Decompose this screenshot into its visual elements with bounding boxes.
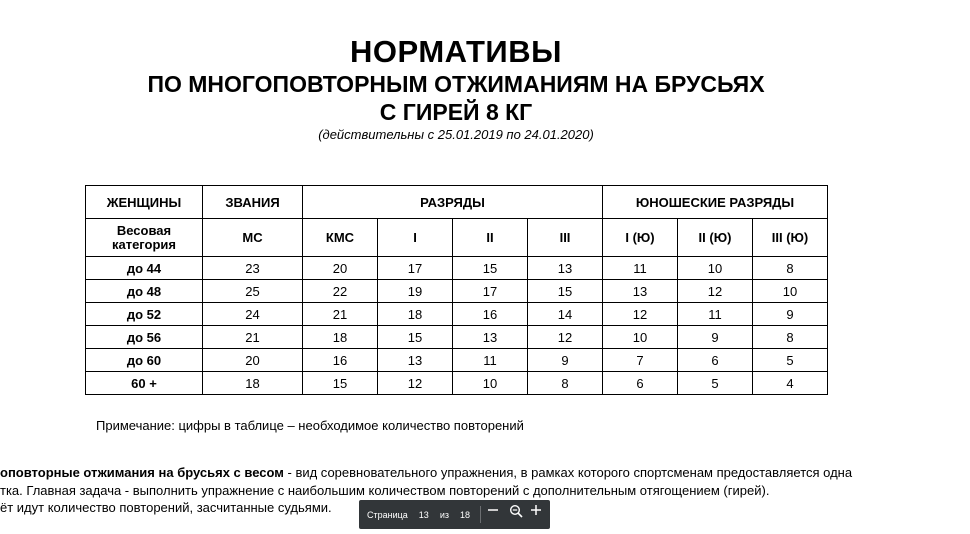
table-note: Примечание: цифры в таблице – необходимое количество повторений	[96, 418, 524, 433]
table-cell: 22	[303, 280, 378, 303]
fit-zoom-button[interactable]	[509, 504, 529, 526]
table-cell: 12	[678, 280, 753, 303]
table-cell: 17	[453, 280, 528, 303]
table-cell: 4	[753, 372, 828, 395]
group-header-row	[86, 186, 828, 219]
table-cell: 5	[753, 349, 828, 372]
group-titles: ЗВАНИЯ	[203, 186, 303, 219]
table-cell: 18	[203, 372, 303, 395]
table-cell: 9	[753, 303, 828, 326]
table-cell: 11	[603, 257, 678, 280]
table-cell: 13	[603, 280, 678, 303]
weight-category-cell: до 44	[86, 257, 203, 280]
table-cell: 8	[528, 372, 603, 395]
table-row	[86, 257, 828, 280]
column-header: I (Ю)	[603, 219, 678, 257]
table-cell: 23	[203, 257, 303, 280]
table-cell: 10	[753, 280, 828, 303]
plus-icon	[530, 504, 542, 516]
description-line-3: ёт идут количество повторений, засчитанные судьями.	[0, 500, 332, 515]
table-cell: 11	[678, 303, 753, 326]
page-total: 18	[459, 509, 470, 520]
description-line-1-rest: - вид соревновательного упражнения, в рамках которого спортсменам предоставляется одна	[283, 465, 853, 480]
table-cell: 14	[528, 303, 603, 326]
table-cell: 17	[378, 257, 453, 280]
table-cell: 8	[753, 257, 828, 280]
table-cell: 16	[303, 349, 378, 372]
group-ranks: РАЗРЯДЫ	[303, 186, 603, 219]
description-line-2: тка. Главная задача - выполнить упражнение с наибольшим количеством повторений с дополнительным отягощением (гирей).	[0, 483, 770, 498]
column-header: II (Ю)	[678, 219, 753, 257]
minus-icon	[487, 504, 499, 516]
table-cell: 18	[303, 326, 378, 349]
table-cell: 6	[603, 372, 678, 395]
table-cell: 10	[453, 372, 528, 395]
table-cell: 21	[303, 303, 378, 326]
table-cell: 25	[203, 280, 303, 303]
table-cell: 15	[303, 372, 378, 395]
zoom-in-button[interactable]	[530, 504, 550, 526]
weight-category-cell: до 60	[86, 349, 203, 372]
table-cell: 9	[528, 349, 603, 372]
column-header: III	[528, 219, 603, 257]
description-line-1	[0, 465, 852, 480]
column-header: МС	[203, 219, 303, 257]
group-women: ЖЕНЩИНЫ	[86, 186, 203, 219]
table-cell: 8	[753, 326, 828, 349]
table-cell: 15	[378, 326, 453, 349]
table-cell: 12	[528, 326, 603, 349]
table-cell: 9	[678, 326, 753, 349]
column-header-row	[86, 219, 828, 257]
table-cell: 6	[678, 349, 753, 372]
title-line-2: ПО МНОГОПОВТОРНЫМ ОТЖИМАНИЯМ НА БРУСЬЯХ	[147, 71, 765, 97]
table-row	[86, 326, 828, 349]
table-row	[86, 280, 828, 303]
column-header: III (Ю)	[753, 219, 828, 257]
magnifier-icon	[509, 504, 523, 518]
title-line-3: С ГИРЕЙ 8 КГ	[379, 99, 533, 125]
table-cell: 24	[203, 303, 303, 326]
column-weight-category: Весовая категория	[86, 219, 203, 257]
table-cell: 7	[603, 349, 678, 372]
column-header: II	[453, 219, 528, 257]
table-cell: 13	[528, 257, 603, 280]
table-cell: 10	[603, 326, 678, 349]
page-label: Страница	[367, 509, 408, 520]
table-cell: 19	[378, 280, 453, 303]
table-row	[86, 303, 828, 326]
table-row	[86, 349, 828, 372]
table-cell: 15	[453, 257, 528, 280]
zoom-out-button[interactable]	[487, 504, 507, 526]
column-header: КМС	[303, 219, 378, 257]
weight-category-cell: до 52	[86, 303, 203, 326]
table-cell: 11	[453, 349, 528, 372]
title-subtitle: (действительны с 25.01.2019 по 24.01.2020)	[318, 127, 594, 142]
table-row	[86, 372, 828, 395]
table-cell: 12	[378, 372, 453, 395]
table-cell: 13	[453, 326, 528, 349]
description-term: оповторные отжимания на брусьях с весом	[0, 465, 284, 480]
column-header: I	[378, 219, 453, 257]
table-cell: 20	[303, 257, 378, 280]
weight-category-cell: до 48	[86, 280, 203, 303]
page-toolbar	[359, 500, 550, 529]
norms-table	[85, 185, 828, 395]
table-cell: 18	[378, 303, 453, 326]
toolbar-divider	[480, 506, 481, 523]
page-of: из	[439, 509, 449, 520]
table-cell: 15	[528, 280, 603, 303]
group-youth: ЮНОШЕСКИЕ РАЗРЯДЫ	[603, 186, 828, 219]
table-cell: 21	[203, 326, 303, 349]
table-cell: 13	[378, 349, 453, 372]
table-cell: 5	[678, 372, 753, 395]
page-current[interactable]: 13	[418, 509, 429, 520]
table-cell: 12	[603, 303, 678, 326]
weight-category-cell: 60 +	[86, 372, 203, 395]
table-cell: 16	[453, 303, 528, 326]
table-cell: 20	[203, 349, 303, 372]
weight-category-cell: до 56	[86, 326, 203, 349]
table-cell: 10	[678, 257, 753, 280]
title-line-1: НОРМАТИВЫ	[350, 34, 562, 69]
